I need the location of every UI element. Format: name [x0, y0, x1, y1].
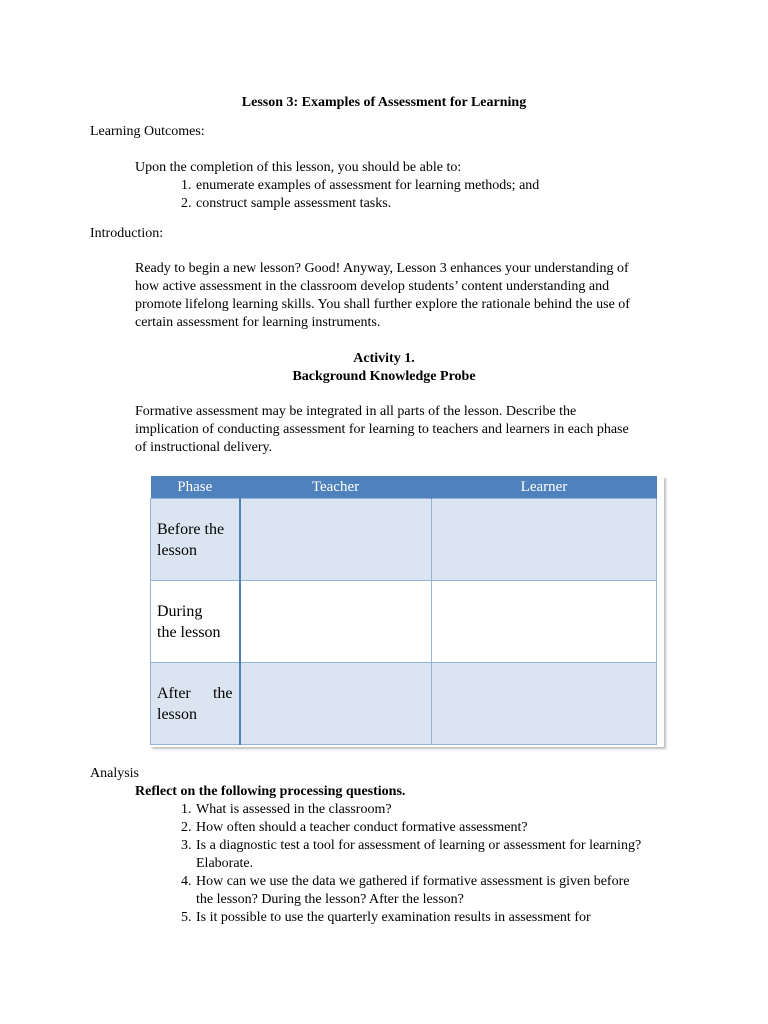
teacher-cell[interactable]: [240, 581, 432, 663]
introduction-paragraph: [135, 260, 695, 332]
list-item-number: 1.: [181, 178, 192, 193]
list-item: [181, 837, 641, 873]
list-item-text: Is it possible to use the quarterly examination results in assessment for: [196, 910, 591, 925]
list-item: [181, 819, 641, 837]
table-row: [151, 663, 657, 745]
analysis-instruction: Reflect on the following processing questions.: [135, 784, 406, 799]
learning-outcomes-intro: Upon the completion of this lesson, you should be able to:: [135, 160, 462, 175]
phase-line: Before the: [157, 520, 225, 538]
phase-cell: [151, 663, 240, 745]
list-item: [181, 801, 641, 819]
teacher-cell[interactable]: [240, 663, 432, 745]
activity-name: Background Knowledge Probe: [292, 369, 476, 384]
paragraph-line: how active assessment in the classroom develop students’ content understanding and: [135, 279, 610, 294]
processing-questions-list: [181, 801, 641, 927]
phase-table: [150, 476, 657, 745]
activity-paragraph: [135, 403, 695, 457]
list-item-number: 3.: [181, 838, 192, 853]
list-item-text: What is assessed in the classroom?: [196, 802, 392, 817]
phase-line: the lesson: [157, 623, 221, 641]
table-header-row: [151, 476, 657, 499]
list-item-text: How often should a teacher conduct formative assessment?: [196, 820, 528, 835]
analysis-heading: Analysis: [90, 766, 139, 781]
paragraph-line: implication of conducting assessment for learning to teachers and learners in each phase: [135, 422, 629, 437]
phase-line: After the: [157, 684, 233, 702]
paragraph-line: Ready to begin a new lesson? Good! Anyway, Lesson 3 enhances your understanding of: [135, 261, 629, 276]
list-item-text: Elaborate.: [196, 856, 254, 871]
table-row: [151, 499, 657, 581]
list-item: [181, 873, 641, 909]
list-item: [181, 909, 641, 927]
header-phase: Phase: [151, 476, 240, 499]
paragraph-line: promote lifelong learning skills. You shall further explore the rationale behind the use of: [135, 297, 630, 312]
phase-cell: [151, 581, 240, 663]
list-item-text: Is a diagnostic test a tool for assessment of learning or assessment for learning?: [196, 838, 642, 853]
phase-cell: [151, 499, 240, 581]
list-item-text: construct sample assessment tasks.: [196, 196, 392, 211]
header-teacher: Teacher: [240, 476, 432, 499]
paragraph-line: Formative assessment may be integrated in all parts of the lesson. Describe the: [135, 404, 577, 419]
list-item: [181, 195, 539, 213]
activity-label: Activity 1.: [353, 351, 415, 366]
list-item-number: 1.: [181, 802, 192, 817]
learning-outcomes-list: [181, 177, 539, 213]
list-item-number: 4.: [181, 874, 192, 889]
teacher-cell[interactable]: [240, 499, 432, 581]
header-learner: Learner: [432, 476, 657, 499]
learning-outcomes-heading: Learning Outcomes:: [90, 124, 205, 139]
list-item-number: 2.: [181, 196, 192, 211]
phase-line: During: [157, 602, 203, 620]
list-item-text: enumerate examples of assessment for learning methods; and: [196, 178, 540, 193]
paragraph-line: certain assessment for learning instruments.: [135, 315, 381, 330]
paragraph-line: of instructional delivery.: [135, 440, 273, 455]
list-item-number: 5.: [181, 910, 192, 925]
learner-cell[interactable]: [432, 663, 657, 745]
phase-line: lesson: [157, 705, 197, 723]
lesson-title: Lesson 3: Examples of Assessment for Learning: [241, 95, 527, 110]
phase-line: lesson: [157, 541, 197, 559]
list-item-text: the lesson? During the lesson? After the lesson?: [196, 892, 464, 907]
introduction-heading: Introduction:: [90, 226, 164, 241]
list-item-number: 2.: [181, 820, 192, 835]
list-item: [181, 177, 539, 195]
table-row: [151, 581, 657, 663]
list-item-text: How can we use the data we gathered if formative assessment is given before: [196, 874, 630, 889]
learner-cell[interactable]: [432, 581, 657, 663]
learner-cell[interactable]: [432, 499, 657, 581]
phase-table-wrapper: [150, 476, 664, 747]
